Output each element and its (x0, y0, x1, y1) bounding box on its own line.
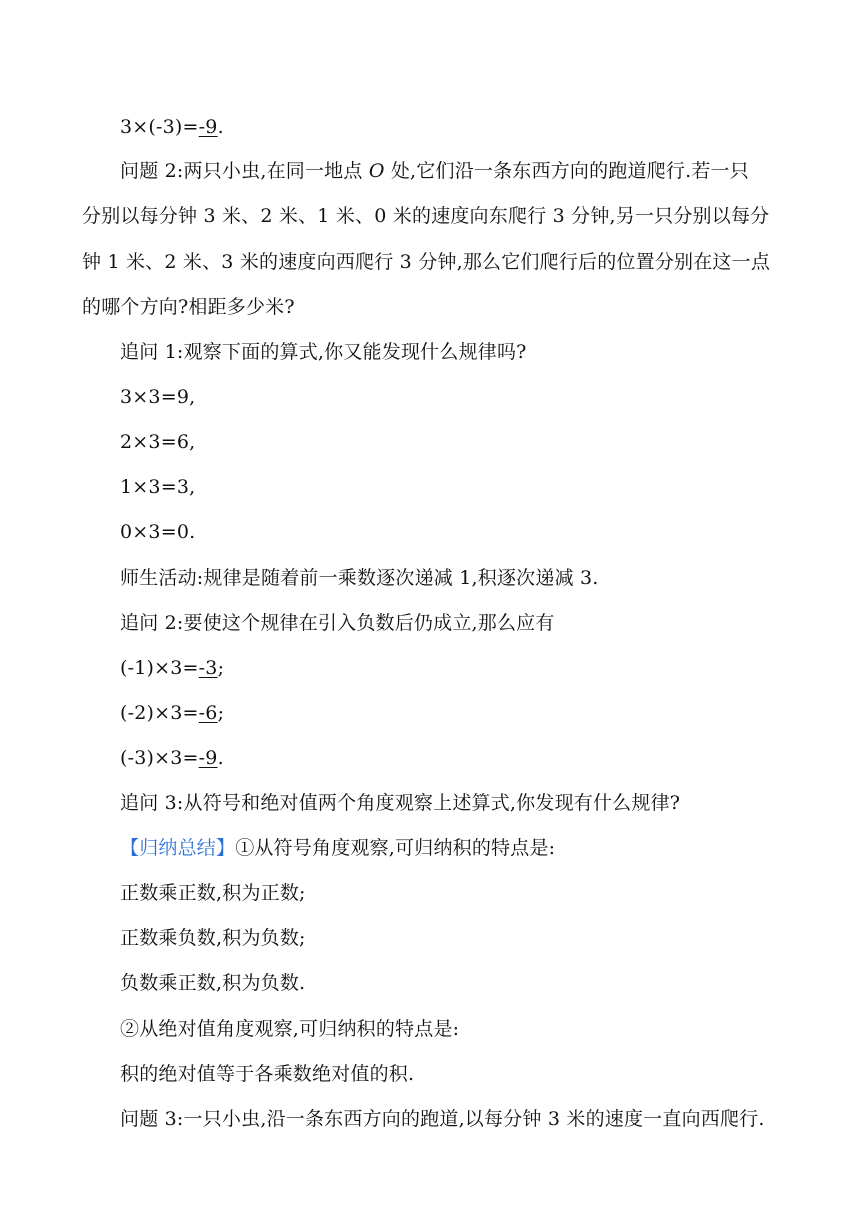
follow-up-1: 追问 1:观察下面的算式,你又能发现什么规律吗? (120, 341, 527, 363)
answer-blank: -9 (198, 116, 218, 138)
problem-2-line-3: 钟 1 米、2 米、3 米的速度向西爬行 3 分钟,那么它们爬行后的位置分别在这一点 (82, 251, 771, 273)
equation-line: 3×(-3)=-9. (120, 116, 224, 138)
problem-3: 问题 3:一只小虫,沿一条东西方向的跑道,以每分钟 3 米的速度一直向西爬行. (120, 1108, 765, 1130)
follow-up-3: 追问 3:从符号和绝对值两个角度观察上述算式,你发现有什么规律? (120, 792, 681, 814)
point-o: O (368, 160, 385, 182)
equation-line: 2×3=6, (120, 431, 196, 453)
problem-2-line-1: 问题 2:两只小虫,在同一地点 O 处,它们沿一条东西方向的跑道爬行.若一只 (120, 160, 749, 182)
equation-line: 3×3=9, (120, 386, 196, 408)
equation-line: 0×3=0. (120, 521, 196, 543)
rule-line: 负数乘正数,积为负数. (120, 972, 306, 994)
rule-line: 正数乘负数,积为负数; (120, 927, 306, 949)
answer-blank: -3 (198, 657, 218, 679)
equation-line: (-2)×3=-6; (120, 702, 225, 724)
problem-2-line-4: 的哪个方向?相距多少米? (82, 296, 295, 318)
rule-line: 积的绝对值等于各乘数绝对值的积. (120, 1063, 415, 1085)
equation-line: 1×3=3, (120, 476, 196, 498)
summary-label: 【归纳总结】 (120, 837, 236, 859)
answer-blank: -6 (198, 702, 218, 724)
rule-line: 正数乘正数,积为正数; (120, 882, 306, 904)
follow-up-2: 追问 2:要使这个规律在引入负数后仍成立,那么应有 (120, 612, 555, 634)
problem-2-line-2: 分别以每分钟 3 米、2 米、1 米、0 米的速度向东爬行 3 分钟,另一只分别以每分 (82, 205, 770, 227)
teacher-student-activity: 师生活动:规律是随着前一乘数逐次递减 1,积逐次递减 3. (120, 567, 599, 589)
equation-line: (-3)×3=-9. (120, 747, 224, 769)
equation-line: (-1)×3=-3; (120, 657, 225, 679)
summary-line: 【归纳总结】①从符号角度观察,可归纳积的特点是: (120, 837, 556, 859)
answer-blank: -9 (198, 747, 218, 769)
absolute-value-observation: ②从绝对值角度观察,可归纳积的特点是: (120, 1018, 460, 1040)
